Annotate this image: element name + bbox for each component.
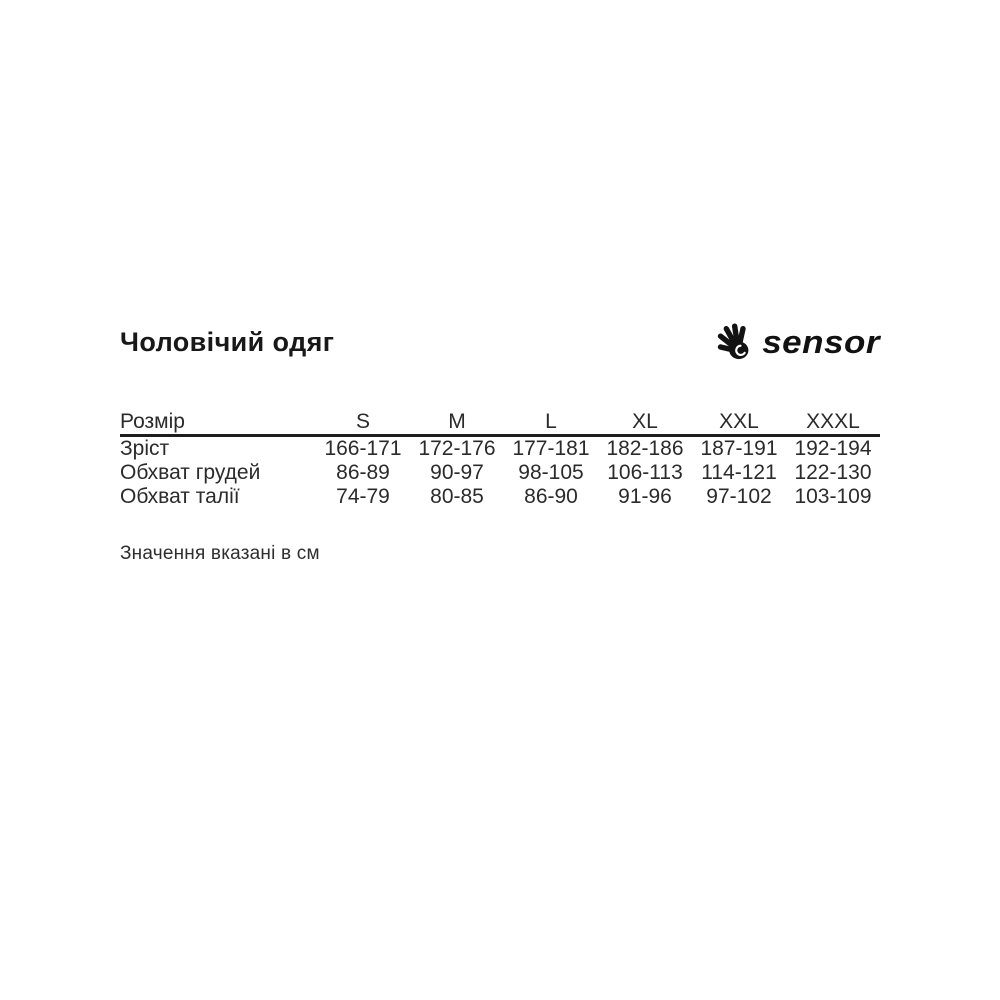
table-cell: 74-79 xyxy=(336,485,390,508)
table-cell: 122-130 xyxy=(794,461,872,484)
column-header-l: L xyxy=(504,410,598,436)
table-cell: 172-176 xyxy=(418,437,496,460)
row-label: Обхват талії xyxy=(120,485,240,508)
hand-icon xyxy=(713,322,753,362)
table-cell: 177-181 xyxy=(512,437,590,460)
size-chart-panel xyxy=(120,320,880,565)
table-cell: 80-85 xyxy=(430,485,484,508)
table-cell: 192-194 xyxy=(794,437,872,460)
table-cell: 98-105 xyxy=(518,461,584,484)
column-header-xl: XL xyxy=(598,410,692,436)
table-cell: 103-109 xyxy=(794,485,872,508)
column-header-s: S xyxy=(316,410,410,436)
table-cell: 106-113 xyxy=(607,461,683,484)
table-cell: 97-102 xyxy=(706,485,772,508)
table-cell: 114-121 xyxy=(701,461,777,484)
table-row-height xyxy=(120,436,880,462)
units-note: Значення вказані в см xyxy=(120,543,320,564)
table-cell: 86-89 xyxy=(336,461,390,484)
table-cell: 91-96 xyxy=(618,485,672,508)
table-cell: 86-90 xyxy=(524,485,578,508)
table-cell: 166-171 xyxy=(324,437,402,460)
row-label: Зріст xyxy=(120,437,170,460)
row-label: Обхват грудей xyxy=(120,461,261,484)
brand-wordmark: sensor xyxy=(762,324,880,360)
column-header-size-label: Розмір xyxy=(120,410,316,436)
column-header-xxl: XXL xyxy=(692,410,786,436)
table-cell: 187-191 xyxy=(700,437,778,460)
page-title: Чоловічий одяг xyxy=(120,326,335,357)
chart-header xyxy=(120,320,880,364)
column-header-xxxl: XXXL xyxy=(786,410,880,436)
size-table-header-row xyxy=(120,410,880,436)
table-row-chest xyxy=(120,461,880,485)
size-table xyxy=(120,410,880,509)
table-cell: 90-97 xyxy=(430,461,484,484)
table-cell: 182-186 xyxy=(606,437,684,460)
column-header-m: M xyxy=(410,410,504,436)
table-row-waist xyxy=(120,485,880,509)
sensor-logo xyxy=(713,322,880,362)
